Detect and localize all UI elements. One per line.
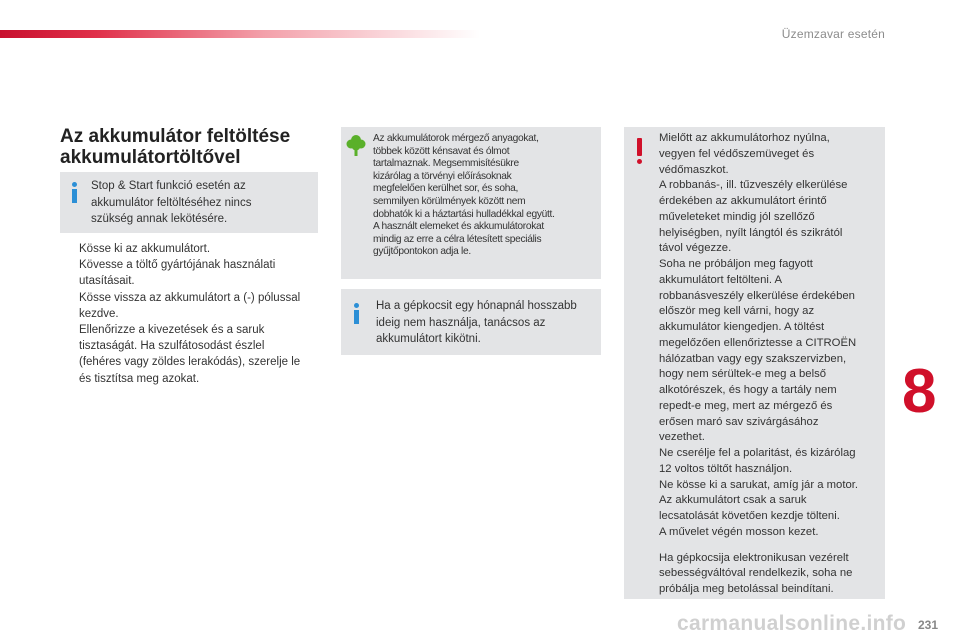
text-line: akkumulátor feltöltéséhez nincs — [91, 196, 252, 209]
text-line: A robbanás-, ill. tűzveszély elkerülése — [659, 179, 848, 192]
text-line: (fehéres vagy zöldes lerakódás), szerelje le — [79, 356, 301, 369]
text-line: semmilyen körülmények között nem — [373, 195, 526, 207]
text-line: mindig az erre a célra létesített speciális — [373, 233, 542, 245]
text-line: Kösse ki az akkumulátort. — [79, 243, 211, 255]
text-line: szükség annak lekötésére. — [91, 213, 228, 225]
list-item — [60, 257, 322, 289]
text-line: megelőzően ellenőriztesse a CITROËN — [659, 336, 857, 349]
chapter-number: 8 — [902, 357, 937, 426]
exclamation-icon — [635, 138, 645, 168]
text-line: Soha ne próbáljon meg fagyott — [659, 258, 813, 270]
text-line: kezdve. — [79, 307, 119, 320]
text-line: megfelelően kerülhet sor, és soha, — [373, 183, 518, 195]
text-line: A művelet végén mosson kezet. — [659, 525, 819, 538]
text-line: ideig nem használja, tanácsos az — [376, 316, 546, 329]
warning-box — [624, 127, 885, 599]
info-icon — [70, 182, 80, 204]
text-line: és tisztítsa meg azokat. — [79, 372, 200, 385]
text-line: Ne cserélje fel a polaritást, és kizárólag — [659, 447, 856, 459]
text-line: távol végezze. — [659, 242, 732, 255]
text-line: erősen maró sav szivárgásához — [659, 415, 819, 428]
page-number: 231 — [917, 618, 938, 632]
steps-list — [60, 241, 322, 387]
text-line: Az akkumulátort csak a saruk — [659, 494, 807, 507]
text-line: védőmaszkot. — [659, 163, 729, 176]
text-line: hálózatban vagy egy szakszervizben, — [659, 352, 847, 365]
text-line: Stop & Start funkció esetén az — [91, 180, 246, 192]
text-line: próbálja meg betolással beindítani. — [659, 583, 834, 595]
text-line: Az akkumulátorok mérgező anyagokat, — [373, 133, 539, 144]
text-line: Mielőtt az akkumulátorhoz nyúlna, — [659, 132, 830, 144]
text-line: dobhatók ki a háztartási hulladékkal együtt. — [373, 208, 555, 220]
header-accent-bar — [0, 30, 480, 38]
text-line: műveleteket mindig jól szellőző — [659, 210, 815, 223]
stop-start-info-box — [60, 172, 318, 233]
text-line: kizárólag a törvényi előírásoknak — [373, 170, 512, 182]
text-line: Kövesse a töltő gyártójának használati — [79, 259, 276, 272]
text-line: érdekében az akkumulátort érintő — [659, 195, 827, 207]
text-line: akkumulátor kiengedjen. A töltést — [659, 321, 825, 333]
page-title-line-1: Az akkumulátor feltöltése — [60, 126, 291, 147]
text-line: tisztaságát. Ha szulfátosodást észlel — [79, 340, 265, 353]
stop-start-info-text — [91, 178, 313, 228]
text-line: Ellenőrizze a kivezetések és a saruk — [79, 324, 265, 337]
page-title — [60, 126, 330, 168]
warning-text — [659, 131, 883, 598]
text-line: Ha a gépkocsit egy hónapnál hosszabb — [376, 300, 577, 312]
list-item — [60, 290, 322, 322]
text-line: robbanásveszély elkerülése érdekében — [659, 289, 855, 302]
list-item — [60, 241, 322, 257]
text-line: sebességváltóval rendelkezik, soha ne — [659, 567, 853, 580]
text-line: 12 voltos töltőt használjon. — [659, 462, 793, 475]
section-title: Üzemzavar esetén — [781, 27, 885, 41]
text-line: Kösse vissza az akkumulátort a (-) pólussal — [79, 291, 301, 304]
text-line: Ne kösse ki a sarukat, amíg jár a motor. — [659, 478, 859, 491]
storage-info-text — [376, 298, 598, 348]
info-icon — [352, 303, 362, 325]
environment-box — [341, 127, 601, 279]
text-line: akkumulátort feltölteni. A — [659, 273, 783, 286]
text-line: hogy nem sérültek-e meg a belső — [659, 368, 827, 381]
page-title-line-2: akkumulátortöltővel — [60, 147, 241, 168]
text-line: Ha gépkocsija elektronikusan vezérelt — [659, 551, 849, 564]
environment-text — [373, 133, 599, 259]
watermark: carmanualsonline.info — [677, 612, 907, 635]
text-line: gyűjtőpontokon adja le. — [373, 246, 471, 258]
text-line: tartalmaznak. Megsemmisítésükre — [373, 158, 519, 170]
text-line: vezethet. — [659, 431, 705, 444]
text-line: repedt-e meg, mert az mérgező és — [659, 399, 833, 412]
text-line: akkumulátort kikötni. — [376, 333, 481, 345]
text-line: utasításait. — [79, 275, 135, 288]
list-item — [60, 322, 322, 387]
text-line: lecsatolását követően kezdje tölteni. — [659, 510, 840, 522]
text-line: helyiségben, nyílt lángtól és szikrától — [659, 226, 843, 239]
text-line: alkotórészek, és hogy a tartály nem — [659, 384, 837, 396]
text-line: többek között kénsavat és ólmot — [373, 145, 510, 157]
text-line: A használt elemeket és akkumulátorokat — [373, 221, 544, 233]
storage-info-box — [341, 289, 601, 355]
tree-icon — [346, 134, 366, 156]
text-line: először meg kell várni, hogy az — [659, 305, 815, 318]
text-line: vegyen fel védőszemüveget és — [659, 147, 815, 160]
